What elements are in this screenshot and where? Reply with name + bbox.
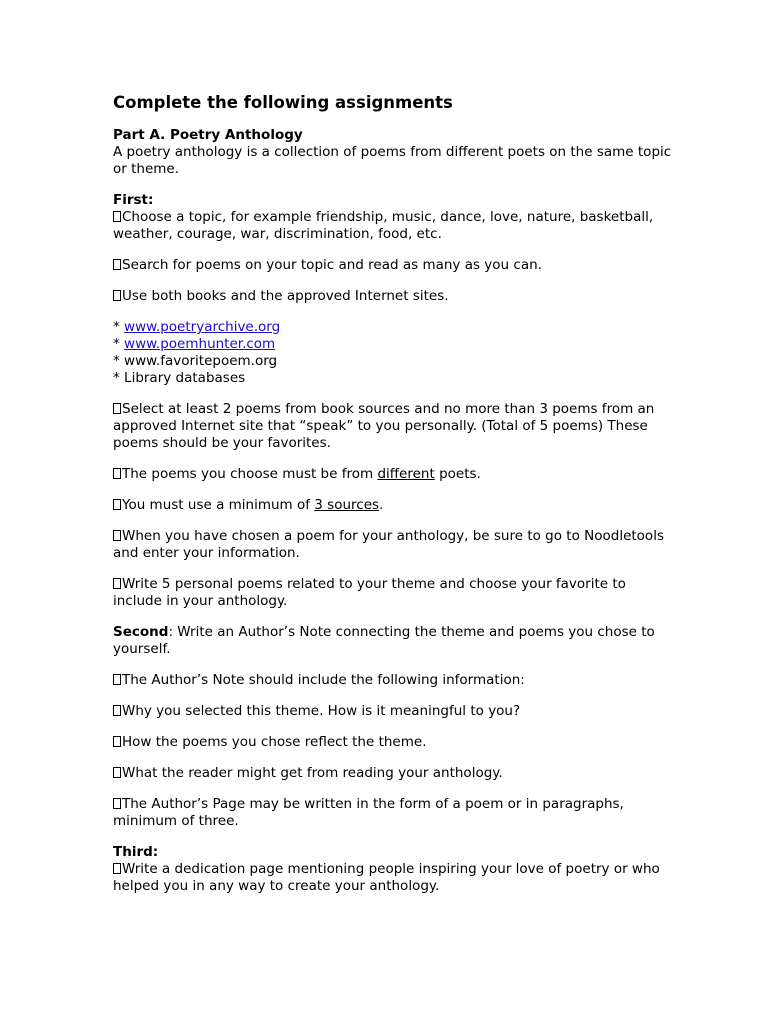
first-item-search (113, 257, 673, 274)
first-item-topic (113, 209, 673, 243)
first-item-topic-text: Choose a topic, for example friendship, music, dance, love, nature, basketball, weather, courage, war, discrimination, food, etc. (113, 209, 654, 242)
third-item-dedication-text: Write a dedication page mentioning people inspiring your love of poetry or who helped you in any way to create your anthology. (113, 861, 660, 894)
document-page (113, 92, 673, 895)
minimum-before: You must use a minimum of (122, 497, 315, 513)
missing-glyph-icon (113, 290, 121, 301)
first-item-sources (113, 288, 673, 305)
second-item-why (113, 703, 673, 720)
first-item-minimum (113, 497, 673, 514)
different-after: poets. (434, 466, 481, 482)
second-heading: Second (113, 624, 169, 640)
second-item-page-text: The Author’s Page may be written in the form of a poem or in paragraphs, minimum of three. (113, 796, 624, 829)
first-item-search-text: Search for poems on your topic and read as many as you can. (122, 257, 542, 273)
first-item-sources-text: Use both books and the approved Internet sites. (122, 288, 449, 304)
site-item (113, 336, 673, 353)
second-item-reader (113, 765, 673, 782)
first-item-select (113, 401, 673, 452)
missing-glyph-icon (113, 259, 121, 270)
missing-glyph-icon (113, 674, 121, 685)
missing-glyph-icon (113, 863, 121, 874)
first-item-noodletools-text: When you have chosen a poem for your anthology, be sure to go to Noodletools and enter your information. (113, 528, 664, 561)
second-item-reflect-text: How the poems you chose reflect the theme. (122, 734, 427, 750)
first-item-select-text: Select at least 2 poems from book sources and no more than 3 poems from an approved Internet site that “speak” to you personally. (Total of 5 poems) These poems should be your favorites. (113, 401, 655, 451)
missing-glyph-icon (113, 468, 121, 479)
second-item-page (113, 796, 673, 830)
first-heading: First: (113, 192, 154, 208)
poetryarchive-link[interactable]: www.poetryarchive.org (124, 319, 281, 335)
missing-glyph-icon (113, 403, 121, 414)
poemhunter-link[interactable]: www.poemhunter.com (124, 336, 276, 352)
part-a-intro: A poetry anthology is a collection of poems from different poets on the same topic or theme. (113, 144, 672, 177)
third-heading: Third: (113, 844, 159, 860)
first-item-personal (113, 576, 673, 610)
missing-glyph-icon (113, 705, 121, 716)
site-item-favoritepoem: * www.favoritepoem.org (113, 353, 278, 369)
page-title: Complete the following assignments (113, 93, 453, 112)
second-item-why-text: Why you selected this theme. How is it meaningful to you? (122, 703, 521, 719)
site-prefix: * (113, 319, 125, 335)
missing-glyph-icon (113, 211, 121, 222)
second-text: : Write an Author’s Note connecting the theme and poems you chose to yourself. (113, 624, 655, 657)
second-item-note (113, 672, 673, 689)
site-item-library: * Library databases (113, 370, 246, 386)
first-item-noodletools (113, 528, 673, 562)
missing-glyph-icon (113, 578, 121, 589)
different-underlined: different (377, 466, 435, 482)
first-item-personal-text: Write 5 personal poems related to your theme and choose your favorite to include in your anthology. (113, 576, 626, 609)
site-list (113, 319, 673, 387)
second-item-note-text: The Author’s Note should include the following information: (122, 672, 525, 688)
missing-glyph-icon (113, 499, 121, 510)
minimum-underlined: 3 sources (314, 497, 380, 513)
second-item-reflect (113, 734, 673, 751)
missing-glyph-icon (113, 530, 121, 541)
missing-glyph-icon (113, 736, 121, 747)
second-paragraph (113, 624, 673, 658)
site-prefix: * (113, 336, 125, 352)
minimum-after: . (379, 497, 384, 513)
different-before: The poems you choose must be from (122, 466, 378, 482)
second-item-reader-text: What the reader might get from reading your anthology. (122, 765, 503, 781)
missing-glyph-icon (113, 798, 121, 809)
missing-glyph-icon (113, 767, 121, 778)
first-item-different (113, 466, 673, 483)
third-item-dedication (113, 861, 673, 895)
part-a-heading: Part A. Poetry Anthology (113, 127, 303, 143)
site-item (113, 319, 673, 336)
